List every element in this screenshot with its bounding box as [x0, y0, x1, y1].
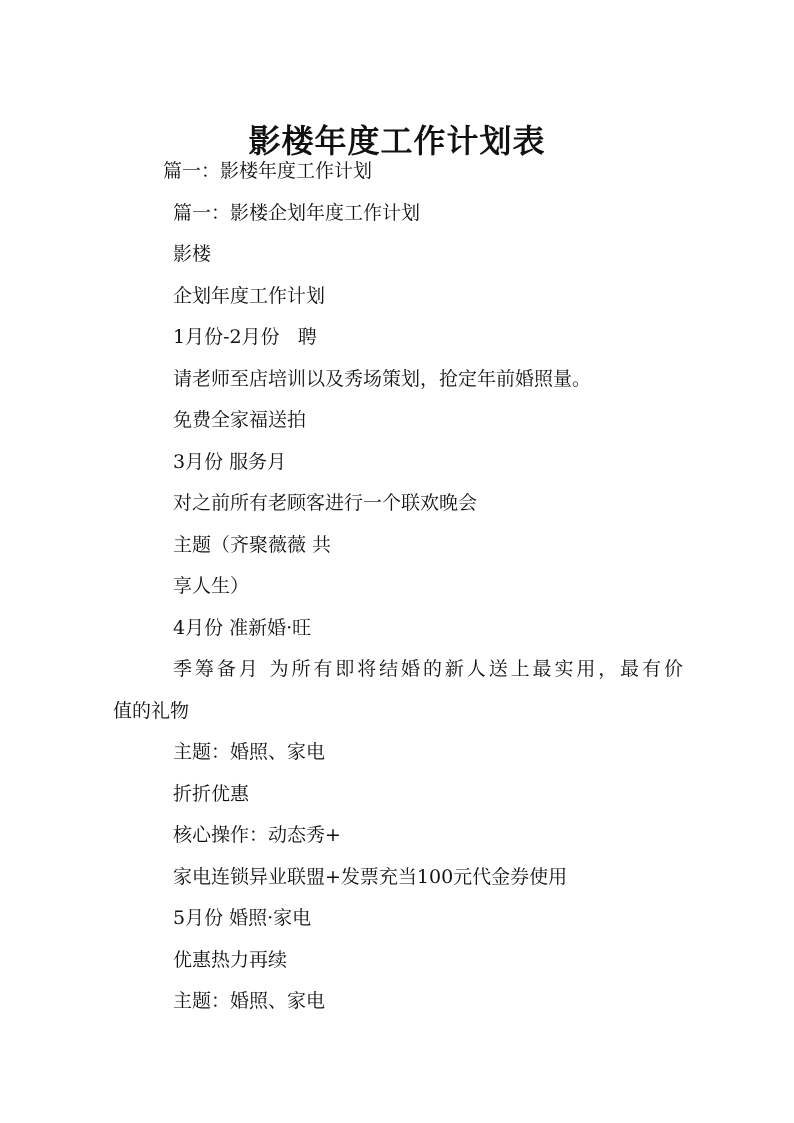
paragraph-line: 优惠热力再续	[173, 948, 288, 971]
paragraph-line: 核心操作：动态秀+	[173, 824, 341, 846]
paragraph-line: 主题：婚照、家电	[173, 741, 326, 763]
paragraph-line: 请老师至店培训以及秀场策划，抢定年前婚照量。	[173, 367, 592, 390]
paragraph-line: 值的礼物	[113, 699, 190, 722]
document-title: 影楼年度工作计划表	[248, 122, 546, 161]
paragraph-line: 4月份 准新婚·旺	[173, 616, 312, 639]
paragraph-line: 家电连锁异业联盟+发票充当100元代金券使用	[173, 865, 568, 888]
paragraph-line: 享人生）	[173, 575, 250, 597]
paragraph-line: 折折优惠	[173, 782, 250, 805]
document-body	[113, 151, 683, 1023]
paragraph-line: 1月份-2月份 聘	[173, 326, 317, 348]
paragraph-line: 篇一：影楼年度工作计划	[163, 160, 373, 182]
paragraph-line: 免费全家福送拍	[173, 409, 307, 431]
paragraph-line: 企划年度工作计划	[173, 284, 326, 307]
paragraph-line: 主题：婚照、家电	[173, 990, 326, 1012]
paragraph-line: 季筹备月 为所有即将结婚的新人送上最实用，最有价	[173, 658, 683, 680]
paragraph-line: 主题（齐聚薇薇 共	[173, 533, 332, 556]
paragraph-line: 5月份 婚照·家电	[173, 907, 312, 929]
paragraph-line: 对之前所有老顾客进行一个联欢晚会	[173, 492, 478, 514]
paragraph-line: 篇一：影楼企划年度工作计划	[173, 201, 421, 224]
paragraph-line: 影楼	[173, 243, 212, 265]
paragraph-line: 3月份 服务月	[173, 450, 287, 473]
